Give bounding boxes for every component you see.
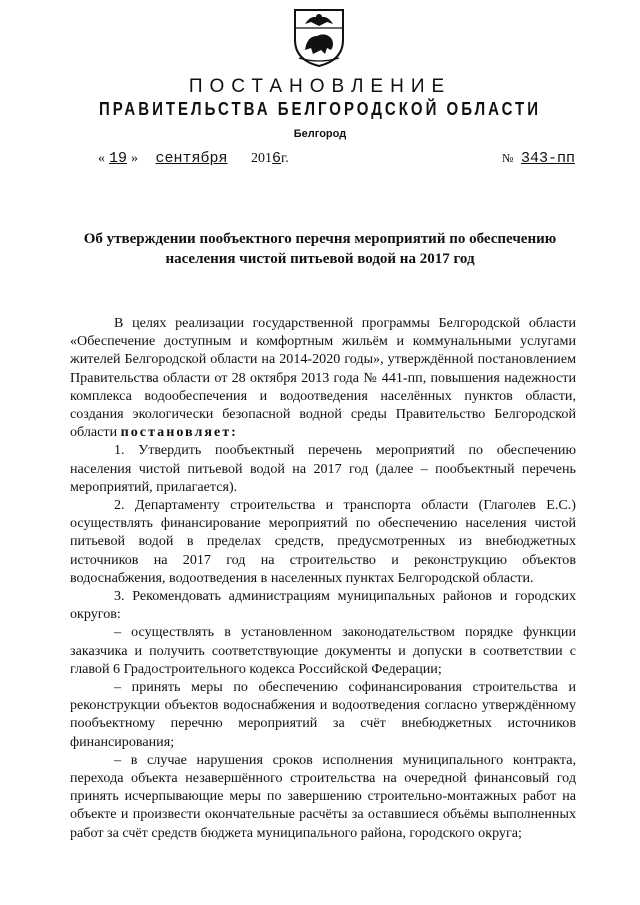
decree-word: постановляет: [120, 424, 238, 441]
date-open-quote: « [98, 151, 105, 166]
number-value: 343-пп [520, 150, 575, 167]
coat-of-arms-icon [291, 4, 347, 68]
item-1-paragraph: 1. Утвердить пообъектный перечень мероприятий по обеспечению населения чистой питьевой водой на 2017 год (далее – пообъектный перечень мероприятий, прилагается). [70, 442, 576, 495]
document-number [502, 150, 575, 167]
document-title [60, 229, 580, 269]
authority-heading: ПРАВИТЕЛЬСТВА БЕЛГОРОДСКОЙ ОБЛАСТИ [98, 98, 542, 121]
date-field [98, 150, 289, 167]
bullet-3-paragraph: – в случае нарушения сроков исполнения муниципального контракта, перехода объекта незавершённого строительства на очередной финансовый год принять исчерпывающие меры по завершению строительно-монтажных работ на объекте и произвести окончательные расчёты за оставшиеся объёмы выполненных работ за счёт средств бюджета муниципального района, городского округа; [70, 751, 576, 841]
date-close-quote: » [131, 151, 139, 166]
bullet-2-paragraph: – принять меры по обеспечению софинансирования строительства и реконструкции объектов водоснабжения и водоотведения согласно утверждённому пообъектному перечню мероприятий за счёт внебюджетных источников финансирования; [70, 679, 576, 750]
date-year-suffix: 6 [272, 150, 282, 167]
date-year-prefix: 201 [251, 151, 273, 166]
document-type-heading: ПОСТАНОВЛЕНИЕ [188, 76, 452, 97]
preamble-paragraph [70, 314, 576, 441]
document-title-line1: Об утверждении пообъектного перечня мероприятий по обеспечению [83, 231, 557, 247]
bullet-1-paragraph: – осуществлять в установленном законодательством порядке функции заказчика и получить соответствующие документы и допуски в соответствии с главой 6 Градостроительного кодекса Российской Федерации; [70, 624, 576, 677]
date-year-end: г. [281, 151, 289, 166]
item-3-paragraph: 3. Рекомендовать администрациям муниципальных районов и городских округов: [70, 588, 576, 623]
city-label: Белгород [293, 128, 347, 140]
date-month: сентября [155, 150, 228, 167]
item-2-paragraph: 2. Департаменту строительства и транспорта области (Глаголев Е.С.) осуществлять финансирование мероприятий по обеспечению населения чистой питьевой водой в пределах средств, предусмотренных из внебюджетных источников на 2017 год на строительство и реконструкцию объектов водоснабжения, водоотведения в населенных пунктах Белгородской области. [70, 497, 576, 586]
date-day: 19 [109, 150, 128, 167]
document-title-line2: населения чистой питьевой водой на 2017 год [165, 251, 475, 267]
preamble-text: В целях реализации государственной программы Белгородской области «Обеспечение доступным и комфортным жильём и коммунальными услугами жителей Белгородской области на 2014-2020 годы», утверждённой постановлением Правительства области от 28 октября 2013 года № 441-пп, повышения надежности комплекса водообеспечения и водоотведения населённых пунктов области, создания экологически безопасной водной среды Правительство Белгородской области [70, 315, 576, 441]
number-label: № [502, 151, 514, 165]
document-body [70, 314, 576, 842]
